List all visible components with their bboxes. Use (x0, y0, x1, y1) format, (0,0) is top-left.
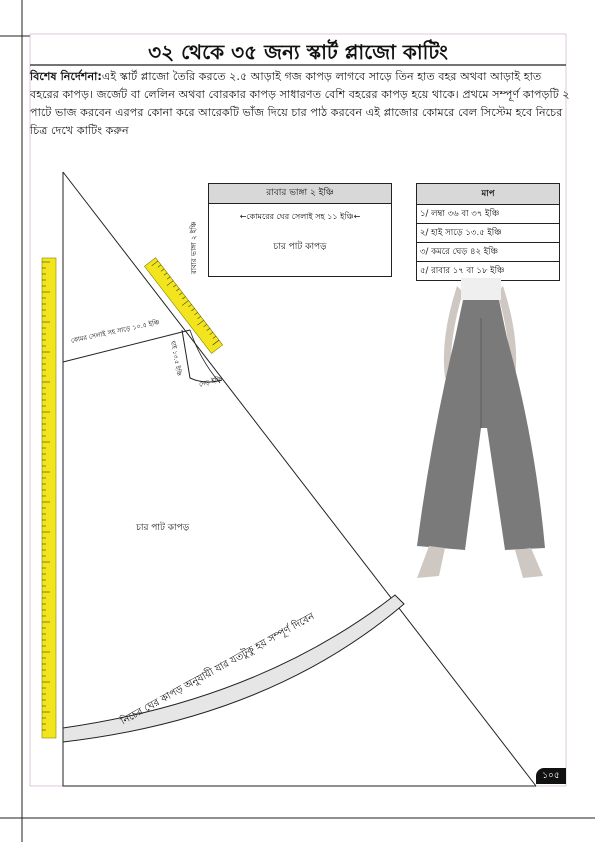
measurement-header: মাপ (417, 184, 560, 205)
rubber-waistband-box (208, 183, 392, 277)
rubber-waist-line (209, 211, 391, 224)
page-title: ৩২ থেকে ৩৫ জন্য স্কার্ট প্লাজো কাটিং (148, 40, 448, 64)
side-label: দেড় ইঞ্চি (198, 374, 224, 389)
instructions-text: এই স্কার্ট প্লাজো তৈরি করতে ২.৫ আড়াই গজ কাপড় লাগবে সাড়ে তিন হাত বহর অথবা আড়াই হাত বহরের কাপড়। জর্জেট বা লেলিন অথবা বোরকার কাপড় সাধারণত বেশি বহরের কাপড় হয়ে থাকে। প্রথমে সম্পূর্ণ কাপড়টি ২ পাটে ভাজ করবেন এরপর কোনা করে আরেকটি ভাঁজ দিয়ে চার পাঠ করবেন এই প্লাজোর কোমরে বেল সিস্টেম হবে নিচের চিত্র দেখে কাটিং করুন (30, 70, 570, 137)
measurement-table (416, 183, 560, 281)
measurement-row: ১/ লম্বা ৩৬ বা ৩৭ ইঞ্চি (417, 205, 560, 224)
measurement-row: ৩/ কমরে ঘেড় ৪২ ইঞ্চি (417, 243, 560, 262)
measuring-tape-vertical (42, 258, 56, 738)
waist-curve-label: কোমর সেলাই সহ সাড়ে ১০.৫ ইঞ্চি (70, 318, 161, 345)
rubber-side-label: রাবার ভাঙ্গা ২ ইঞ্চি (190, 221, 198, 274)
arrow-left-icon: ← (239, 212, 247, 221)
model-illustration (395, 278, 565, 598)
arrow-right-icon: ← (353, 212, 361, 221)
measurement-row: ৫/ রাবার ১৭ বা ১৮ ইঞ্চি (417, 262, 560, 281)
rubber-box-header: রাবার ভাঙ্গা ২ ইঞ্চি (209, 184, 391, 204)
measurement-row: ২/ হাই সাড়ে ১৩.৫ ইঞ্চি (417, 224, 560, 243)
high-label: হাই ১৩.৫ ইঞ্চি (169, 340, 183, 377)
instructions-lead: বিশেষ নির্দেশনা: (30, 70, 102, 83)
page-number-badge: ১০৫ (536, 768, 566, 784)
pattern-body-label: চার পাট কাপড় (136, 523, 190, 533)
rubber-box-body: চার পাট কাপড় (273, 242, 327, 252)
rubber-waist-text: কোমরের ঘের সেলাই সহ ১১ ইঞ্চি (246, 212, 354, 221)
hem-label: নিচের ঘের কাপড় অনুযায়ী যার যতটুকু হয় সম্পূর্ণ দিবেন (118, 611, 317, 728)
